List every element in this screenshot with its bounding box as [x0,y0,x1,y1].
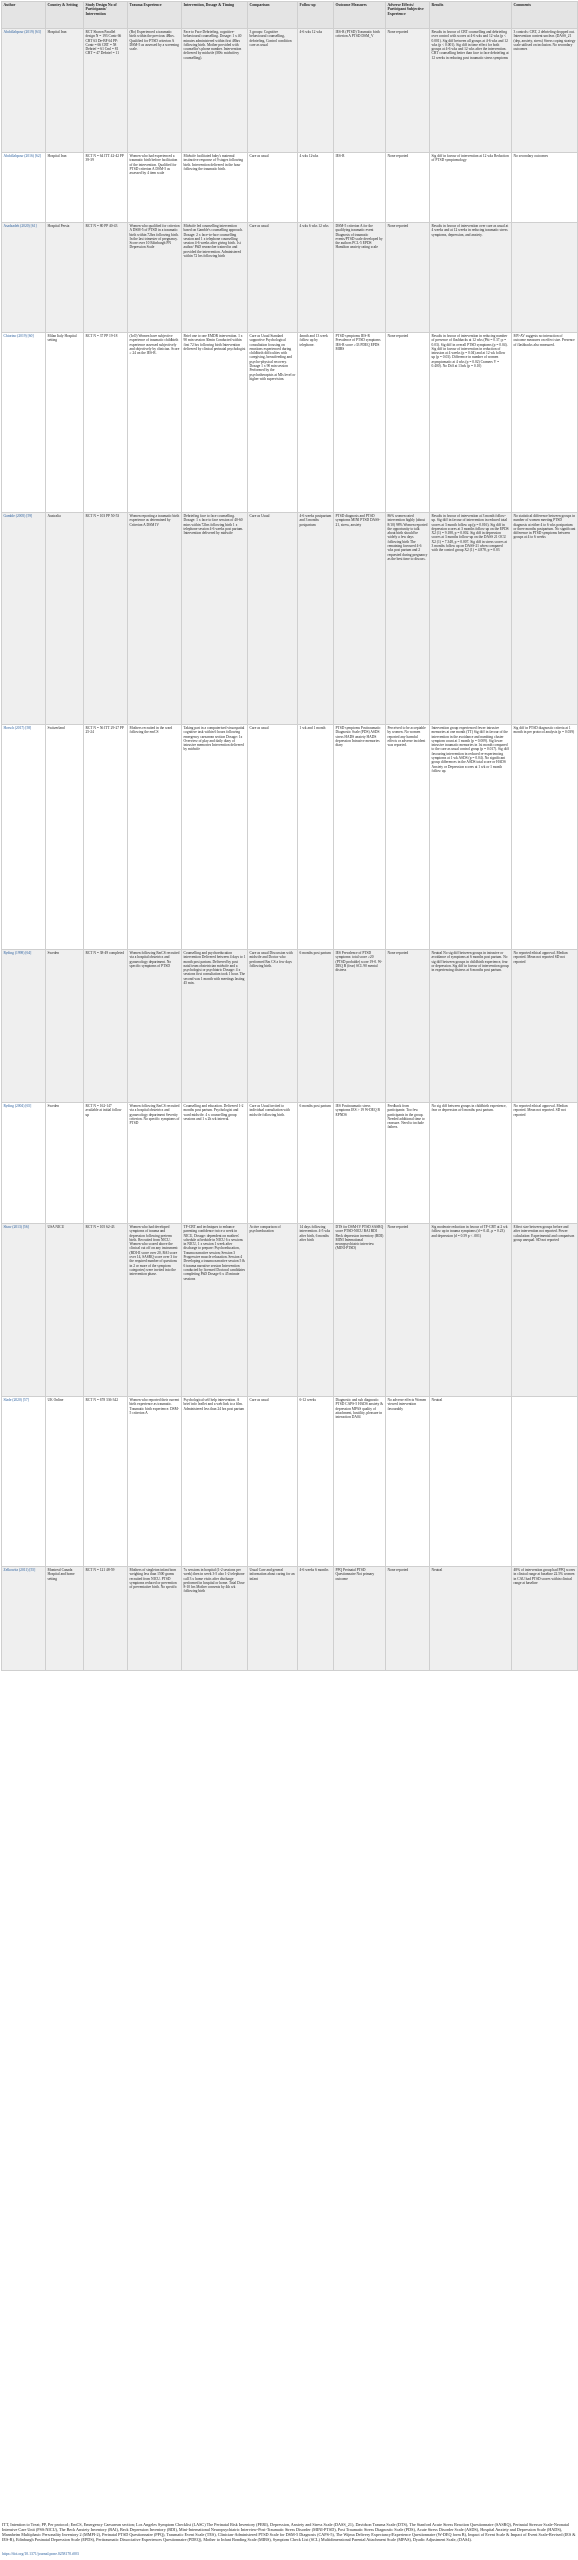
cell-results: Intervention group experienced fewer intrusive memories at one month (TT) Sig diff in favour of the intervention in the avoidance and numbing cluster symptom count at 1 month (p = 0.009). Sig lower intrusive traumatic memories in 1st month compared to the care as usual control group (p = 0.017). Sig diff favouring intervention in reduced re-experiencing symptoms at 1 wk ASDS (p = 0.04). No significant group differences in the ASDS total score or HADS Anxiety or Depression scores at 1 wk or 1 month follow up. [430,725,512,950]
cell-adverse-effects: None reported [386,950,430,1103]
cell-adverse-effects: Perceived to be acceptable by women. No women reported any harmful effects or adverse incident was reported. [386,725,430,950]
cell-results: Results in favour of intervention at 3 month follow-up. Sig diff in favour of intervention in reduced total scores at 3 month follow up (p = 0.016). Sig diff in depression scores at 3 months follow up on the EPDS X2 (1) = 9.188, p = 0.002. Sig diff in depression scores at 3 months follow-up on the DASS 21 OCU X2 (1) = 7.348, p = 0.007. Sig diff in stress scores at 3 months follow up on DASS-21 when compared with the control group X2 (1) = 4.878, p = 0.03 [430,513,512,725]
cell-author[interactable]: Shaw (2013) [56] [2,1224,46,1397]
cell-outcome-measures: PPQ Perinatal PTSD Questionnaire Not primary outcome [334,1567,386,1671]
cell-outcome-measures: IES Posttraumatic stress symptoms IES > 19 W-DEQ B EPNDS [334,1103,386,1224]
cell-comments: 48% of intervention group had PPQ scores in clinical range at baseline 22.5% women in CAU had PTSD scores within clinical range at baseline [512,1567,578,1671]
table-body [2,29,578,1671]
cell-comments: MV-AV suggests no interaction of outcome measures on effect size. Presence of flashbacks also measured. [512,333,578,513]
evidence-table [1,1,578,1671]
column-header-author: Author [2,2,46,29]
cell-comparison: 3 groups: Cognitive behavioural counselling, debriefing, Control condition care as usual [248,29,298,153]
cell-author[interactable]: Abdollahpour (2016) [62] [2,153,46,223]
column-header-comments: Comments [512,2,578,29]
cell-intervention: 7x sessions in hospital (1-2 sessions per week) then in week 3-5 also 1-2 telephone call 3 x home visits after discharge performed in hospital or home. Total Dose 8-10 hrs Mother consents by 4th wk following birth [182,1567,248,1671]
table-row [2,333,578,513]
cell-comparison: Care as usual [248,725,298,950]
cell-comparison: Active comparison of psychoeducation [248,1224,298,1397]
cell-results: Results in favour of intervention over care as usual at 4 weeks and at 12 weeks in reducing traumatic stress symptoms, depression, and anxiety. [430,223,512,333]
cell-outcome-measures: IES-R [334,153,386,223]
header-row [2,2,578,29]
cell-comments: 3 controls: CBT, 2 debriefing dropped out. Intervention content unclear. (DASS_21 (dep, anxiety, stress) Stress coping strategy scale utilised on inclusion. No secondary outcomes [512,29,578,153]
cell-intervention: Counselling and psychoeducation intervention Delivered between 4 days to 1 month post partum. Delivered by post natal team obstetrician midwife and a psychologist or psychiatric Dosage: 4 x sessions first consultation took 1 hour. The second was 1 month with meetings lasting 45 min. [182,950,248,1103]
cell-study-design: RCT N = 37 PP 19-18 [84,333,128,513]
table-row [2,1103,578,1224]
column-header-comparison: Comparison [248,2,298,29]
cell-intervention: Brief one to one EMDR intervention. 1 x 90 min session 30min Conducted within first 72 hrs following birth Intervention delivered by clinical perinatal psychologist [182,333,248,513]
cell-comments: Sig diff in PTSD diagnostic criteria at 1 month in per protocol analysis (p = 0.039) [512,725,578,950]
cell-comparison: Care as Usual invited to individual consultation with midwife following birth. [248,1103,298,1224]
cell-intervention: Counselling and education. Delivered 1-2 months post partum. Psychologist and ward midwife. 4 x counselling group sessions and 1 x 2h wk interval. [182,1103,248,1224]
table-row [2,513,578,725]
column-header-outcome-measures: Outcome Measures [334,2,386,29]
cell-country-setting: Hospital Persia [46,223,84,333]
cell-comparison: Care as usual Discussion with midwife and Doctor who performed Em CS a few days following birth. [248,950,298,1103]
cell-comments [512,223,578,333]
cell-author[interactable]: Abdollahpour (2019) [63] [2,29,46,153]
table-row [2,153,578,223]
cell-trauma-experience: Women following EmCS recruited via a hospital obstetrics and gynaecology department. No specific symptoms of PTSD [128,950,182,1103]
cell-follow-up: 4 wks 6 wks 12 wks [298,223,334,333]
cell-outcome-measures: IES Prevalence of PTSD symptoms: total score ≥20 (PTSD probable) score 19-0. W-DEQ B (fear) SCL 90 mental distress [334,950,386,1103]
cell-comments: Effect size between groups before and after intervention not reported. Power calculation: Experimental and comparison group unequal. SD not reported [512,1224,578,1397]
cell-intervention: Psychological self help intervention. A brief info leaflet and a web link to a film. Administered less than 24 hrs post partum [182,1397,248,1567]
cell-comments [512,1397,578,1567]
cell-country-setting: UK Online [46,1397,84,1567]
cell-comments: No reported ethical approval. Median reported. Mean not reported. SD not reported [512,1103,578,1224]
cell-country-setting: USA NICU [46,1224,84,1397]
cell-study-design: RCT N = 103 PP 50-53 [84,513,128,725]
cell-outcome-measures: DTS for DSM-IV PTSD SASRQ score PTSD-NICU BAI BDI Beck depression inventory (BDI) MINI International neuropsychiatric interview (MINI-PTSD) [334,1224,386,1397]
cell-author[interactable]: Zelkowitz (2011) [55] [2,1567,46,1671]
cell-adverse-effects: None reported [386,223,430,333]
cell-outcome-measures: IES-R (PTSD) Traumatic birth criterion A PTSD DSM_V [334,29,386,153]
cell-study-design: RCT N = 56 ITT 29-27 PP 25-24 [84,725,128,950]
cell-study-design: RCT N = 64 ITT 42-42 PP 39-39 [84,153,128,223]
cell-intervention: Face to Face Debriefing, cognitive-behavioural counselling. Dosage: 1 x 40 minutes administered within first 48hrs following birth. Mother provided with counsellor's phone number. Intervention delivered by midwife (MSc midwifery counselling). [182,29,248,153]
cell-author[interactable]: Chiorino (2019) [60] [2,333,46,513]
cell-comments: No reported ethical approval. Median reported. Mean not reported SD not reported [512,950,578,1103]
cell-outcome-measures: DSM-5 criterion A for the qualifying traumatic event Diagnosis of traumatic events/PTSD scale developed by the authors PCL-5 EPDS Hamilton anxiety rating scale [334,223,386,333]
column-header-country-setting: Country & Setting [46,2,84,29]
cell-intervention: Taking part in a computerised visuospatial cognitive task within 6 hours following emergency caesarean section Dosage: 1x Overview of play and daily diary of intrusive memories Intervention delivered by midwife [182,725,248,950]
cell-follow-up: 6 months post partum [298,1103,334,1224]
cell-results: Sig diff in favour of intervention at 12 wks Reduction of PTSD symptomology [430,153,512,223]
cell-results: Neutral [430,1397,512,1567]
column-header-adverse-effects: Adverse Effects/ Participant Subjective Experience [386,2,430,29]
cell-comments: No secondary outcomes [512,153,578,223]
cell-study-design: RCT N = 38-49 completed [84,950,128,1103]
cell-intervention: Debriefing face to face counselling. Dosage: 1 x face to face session of 40-60 mins within 72hrs following birth 1 x telephone session 4-6 weeks post partum. Intervention delivered by midwife [182,513,248,725]
column-header-trauma-experience: Trauma Experience [128,2,182,29]
cell-intervention: Midwife led counselling intervention based on Gamble's counselling approach. Dosage: 2 x face-to-face counselling session and 1 x telephone counselling session 4-6 weeks after giving birth. 1st author/ PhD researcher trained in and provided the intervention. Administered within 72 hrs following birth [182,223,248,333]
cell-follow-up: 6-12 weeks [298,1397,334,1567]
cell-country-setting: Montreal Canada Hospital and home setting [46,1567,84,1671]
cell-comparison: Care as usual [248,153,298,223]
cell-author[interactable]: Slade (2020) [57] [2,1397,46,1567]
cell-author[interactable]: Ryding (2004) [65] [2,1103,46,1224]
column-header-study-design: Study Design No of Participants/ Intervention [84,2,128,29]
cell-trauma-experience: Women who had developed symptoms of trauma and depression following preterm birth. Recruited from NICU. Women who scored above the clinical cut off on any instrument: (BDI-II score over 20, BAI score over 14, SASRQ score over 3 for the required number of questions in 2 or more of the symptom categories) were invited into the intervention phase. [128,1224,182,1397]
cell-follow-up: 4-6 weeks 6 months [298,1567,334,1671]
cell-outcome-measures: PTSD diagnosis and PTSD symptoms MINI PTSD DASS-21, stress, anxiety [334,513,386,725]
cell-follow-up: 1 wk and 1 month [298,725,334,950]
table-footnote: ITT, Intention to Treat; PP, Per protocol; EmCS, Emergency Caesarean section; Los Angeles Symptom Checklist (LASC) The Perinatal Risk Inventory (PERI), Depression, Anxiety and Stress Scale (DASS_21), Davidson Trauma Scale (DTS), The Stanford Acute Stress Reaction Questionnaire (SASRQ), Perinatal Stressor Scale-Neonatal Intensive Care Unit (PSS:NICU), The Beck Anxiety Inventory (BAI), Beck Depression Inventory (BDI), Mini-International Neuropsychiatric Interview-Post-Traumatic Stress Disorder (MINI-PTSD), Post Traumatic Stress Diagnostic Scale (PDS), Acute Stress Disorder Scale (ASDS), Hospital Anxiety and Depression Scale (HADS), Mannheim Multiphasic Personality Inventory 2 (MMPI-2), Perinatal PTSD Questionnaire (PPQ), Traumatic Event Scale (TES), Clinician-Administered PTSD Scale for DSM-5 Diagnosis (CAPS-5), The Wijma Delivery Expectancy/Experience Questionnaire (W-DEQ form B), Impact of Event Scale & Impact of Event Scale-Revised (IES & IES-R), Edinburgh Postnatal Depression Scale (EPDS), Peritraumatic Dissociative Experiences Questionnaire (PDEQ), Mother to Infant Bonding Scale (MIBS), Symptom Check List (SCL) Multidimensional Parental Attachment Scale (MPAS), Dyadic Adjustment Scale, (DAS4). [2,2522,576,2542]
cell-country-setting: Hospital Iran [46,153,84,223]
cell-adverse-effects: No adverse effects Women viewed intervention favourably [386,1397,430,1567]
cell-study-design: RCT N = 80 PP 40-43 [84,223,128,333]
cell-follow-up: 14 days following intervention. 4-5 wks after birth, 6 months after birth [298,1224,334,1397]
cell-adverse-effects: Feedback from participants: Too few participants in the group. Needed additional time to reassure. Need to include fathers. [386,1103,430,1224]
table-header [2,2,578,29]
cell-study-design: RCT Sharon Parallel design N = 193 Contr 66 CBT 63 De-BF 64 PP: Contr = 66 CBT = 58 Debrief = 61 Cml = 81 CBT = 47 Debrief = 11 [84,29,128,153]
cell-trauma-experience: (Bo) Experienced a traumatic birth within the previous 48hrs. Qualified for PTSD criterion A DSM-5 as assessed by a screening scale. [128,29,182,153]
cell-results: Neutral No sig diff between groups in intrusive or avoidance of symptoms at 6 months post partum. No sig diff between groups in childbirth experience, fear or depression. Sig diff in favour of intervention group in experiencing distress at 6 months post partum. [430,950,512,1103]
cell-comparison: Care as Usual Standard supportive Psychological consultation focusing on emotions experienced during childbirth difficulties with caregiving, breastfeeding and psycho-physical recovery. Dosage 1 x 90 min session Performed by the psychotherapists at MIs level or higher with supervision. [248,333,298,513]
table-row [2,1224,578,1397]
table-row [2,1567,578,1671]
cell-follow-up: 4 wks 12wks [298,153,334,223]
cell-results: Results in favour of intervention in reducing number of presence of flashbacks at 12 wks (Phi = 0.37; p = 0.03). Sig diff in overall PTSD symptoms (p = 0.04). Sig diff in favour of intervention in reduction of intrusion at 4 weeks (p = 0.04) and at 12 wk follow up (p = 0.03). Difference in number of women asymptomatic at 4 wks (p = 0.02) Cramers V = 0.400). No Diff at 13wk (p = 0.10) [430,333,512,513]
table-row [2,950,578,1103]
cell-trauma-experience: Women who qualified for criterion A DSM-5 of PTSD in a traumatic birth within 72hrs following birth. In the last trimester of pregnancy. Score over 10 Edinburgh PN Depression Scale [128,223,182,333]
cell-country-setting: Hospital Iran [46,29,84,153]
cell-author[interactable]: Asadzadeh (2020) [61] [2,223,46,333]
cell-comments: No statistical difference between groups in number of women meeting PTSD diagnosis at either 4 to 6 wks postpartum or three months postpartum. No significant difference in PTSD symptoms between groups at 4 to 6 weeks [512,513,578,725]
cell-trauma-experience: (IoO) Women have subjective experience of traumatic childbirth experience assessed subjectively and objectively by clinician. Score ≥ 24 on the IES-R. [128,333,182,513]
cell-author[interactable]: Horsch (2017) [58] [2,725,46,950]
cell-intervention: Midwife facilitated baby's maternal instinctive response of 9 stages following birth. Intervention delivered in the hour following the traumatic birth. [182,153,248,223]
column-header-results: Results [430,2,512,29]
cell-trauma-experience: Women who reported their current birth experience as traumatic. Traumatic birth experience. DSM-5 criterion A [128,1397,182,1567]
cell-adverse-effects: 86% women rated intervention highly (about 8/10) 98% Women reported the opportunity to talk about birth should be widely a few days following birth The remaining favoured 4-6 wks post partum and 2 requested during pregnancy as the best time to discuss. [386,513,430,725]
table-row [2,223,578,333]
cell-results: Results in favour of CBT counselling and debriefing over control with scores at 4-6 wks and 12 wks (p < 0.001). Sig diff between all groups at 4-6 wks and 12 wks (p < 0.001). Sig diff in time effect for both groups at 4-6 wks and 12 wks after the intervention. CBT counselling better than face to face debriefing at 12 weeks in reducing post traumatic stress symptoms [430,29,512,153]
column-header-follow-up: Follow up [298,2,334,29]
cell-study-design: RCT N = 162-147 available at initial follow up [84,1103,128,1224]
column-header-intervention: Intervention, Dosage & Timing [182,2,248,29]
cell-trauma-experience: Women who had experienced a traumatic birth before facilitation of the intervention. Qualified for PTSD criterion A DSM-5 as assessed by 4 item scale [128,153,182,223]
cell-results: No sig diff between groups in childbirth experience, fear or depression at 6 months post partum. [430,1103,512,1224]
table-row [2,1397,578,1567]
cell-follow-up: 4-6 weeks postpartum and 3 months postpartum [298,513,334,725]
cell-trauma-experience: Women following EmCS recruited via a hospital obstetrics and gynaecology department Severity criterion. No specific symptoms of PTSD [128,1103,182,1224]
cell-country-setting: Milan Italy Hospital setting [46,333,84,513]
cell-intervention: TF-CBT and techniques to enhance parenting confidence twice a week in NICU, Dosage: dependent on mothers' schedule at bedside in NICU 6 x sessions in NICU, 1 x session 1 week after discharge to prepare: Psychoeducation, Trauma narrative session; Session 3 Progressive muscle relaxation. Session 4 Developing a trauma narrative session 5 & 6 trauma narrative session Intervention conducted by licensed Doctoral candidates completing PhD Dosage 6 x 45 minute sessions [182,1224,248,1397]
cell-follow-up: 4mnth and 13 week follow up by telephone. [298,333,334,513]
cell-adverse-effects: None reported [386,153,430,223]
cell-country-setting: Sweden [46,1103,84,1224]
cell-comparison: Care as usual [248,223,298,333]
cell-author[interactable]: Ryding (1998) [64] [2,950,46,1103]
cell-study-design: RCT N = 105 62-43 [84,1224,128,1397]
cell-adverse-effects: None reported [386,1224,430,1397]
cell-outcome-measures: Diagnostic and sub diagnostic PTSD CAPS-5 HADS anxiety & depression MPAS quality of attachment, hostility, pleasure in interaction DA04 [334,1397,386,1567]
cell-trauma-experience: Mothers of singleton infant born weighing less than 1500 grams recruited from NICU. PTSD symptoms reduced or prevention of preventative birth. No specific [128,1567,182,1671]
cell-trauma-experience: Mothers recruited in the ward following the emCS [128,725,182,950]
cell-study-design: RCT N = 121 48-59 [84,1567,128,1671]
doi-link[interactable]: https://doi.org/10.1371/journal.pone.0258170.t003 [2,2552,79,2556]
cell-results: Sig moderate reduction in favour of TF-CBT at 2 wk follow up in trauma symptoms (d = 0.41, p = 0.23) and depression (d = 0.59 p < .001) [430,1224,512,1397]
cell-adverse-effects: None reported [386,1567,430,1671]
cell-study-design: RCT N = 678 336-342 [84,1397,128,1567]
cell-country-setting: Sweden [46,950,84,1103]
cell-comparison: Care as usual [248,1397,298,1567]
cell-adverse-effects: None reported [386,333,430,513]
cell-comparison: Usual Care and general information about caring for an infant [248,1567,298,1671]
cell-follow-up: 4-6 wks 12 wks [298,29,334,153]
table-row [2,725,578,950]
cell-trauma-experience: Women reporting a traumatic birth experience as determined by Criterion A DSM IV [128,513,182,725]
cell-adverse-effects: None reported [386,29,430,153]
cell-country-setting: Switzerland [46,725,84,950]
cell-outcome-measures: PTSD symptoms Posttraumatic Diagnostic Scale (PDS) ASDS stress HADS anxiety HADS depression Intrusive memories diary [334,725,386,950]
cell-outcome-measures: PTSD symptoms IES-R Prevalence of PTSD symptoms IES-R score ≥33 PDEQ EPDS MIBS [334,333,386,513]
cell-follow-up: 6 months post partum [298,950,334,1103]
cell-country-setting: Australia [46,513,84,725]
cell-author[interactable]: Gamble (2005) [59] [2,513,46,725]
table-row [2,29,578,153]
cell-comparison: Care as Usual [248,513,298,725]
cell-results: Neutral [430,1567,512,1671]
